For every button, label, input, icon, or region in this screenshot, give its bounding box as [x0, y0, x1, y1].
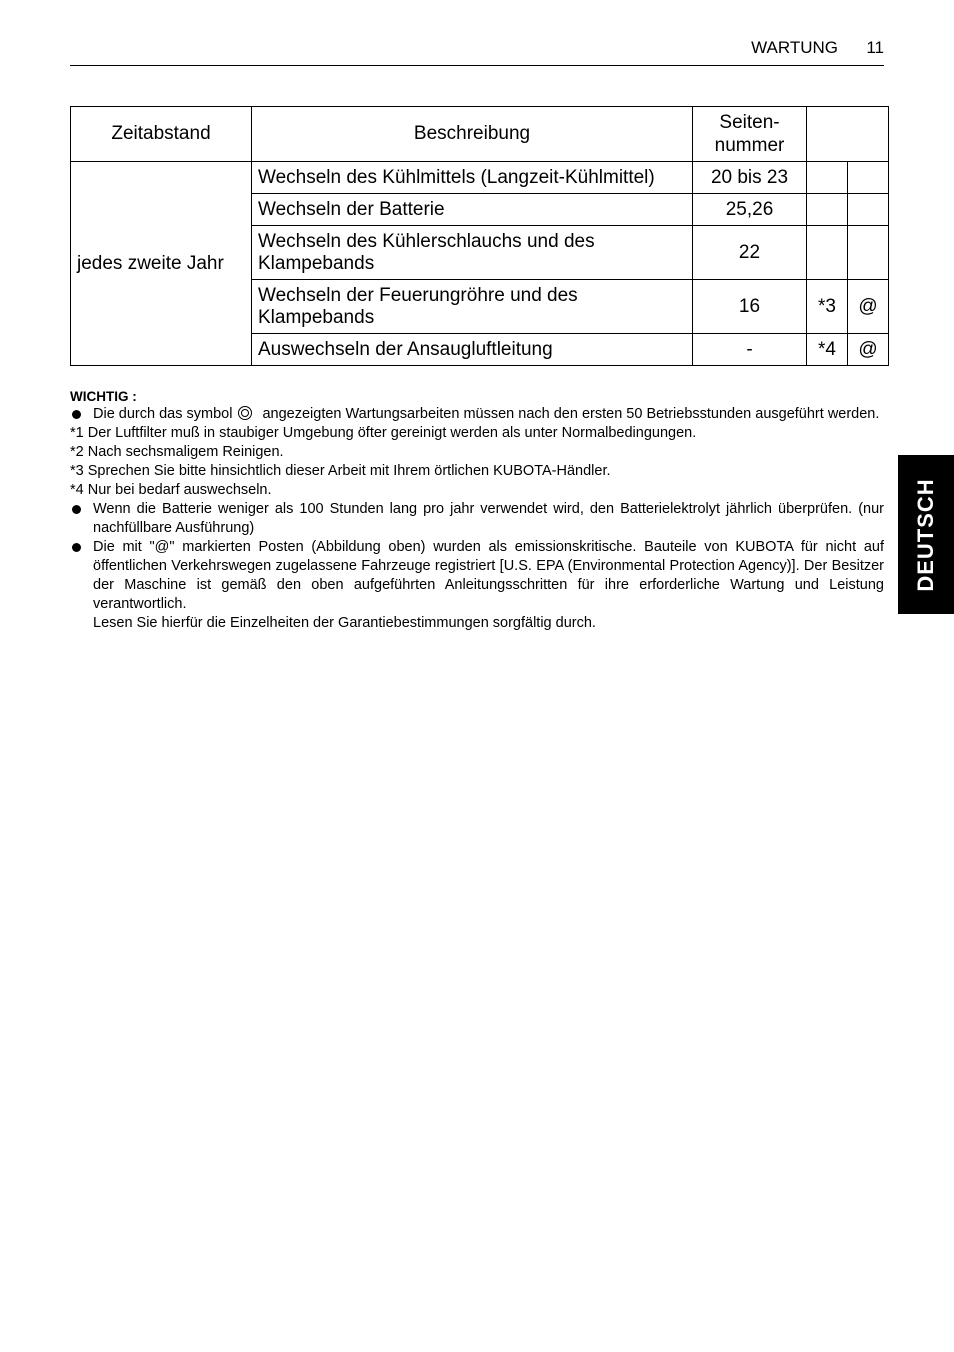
row-description: Wechseln der Feuerungröhre und des Klampebands — [252, 280, 693, 334]
row-description: Wechseln des Kühlerschlauchs und des Klampebands — [252, 226, 693, 280]
row-emission — [848, 162, 889, 194]
section-title: WARTUNG — [751, 38, 838, 57]
row-description: Auswechseln der Ansaugluftleitung — [252, 334, 693, 366]
important-heading: WICHTIG : — [70, 389, 137, 404]
bullet3-text: Die mit "@" markierten Posten (Abbildung oben) wurden als emissionskritische. Bauteile von KUBOTA für nicht auf öffentlichen Verkehrswegen zugelassene Fahrzeuge registriert [U.S. EPA (Environmental Protection Agency)]. Der Besitzer der Maschine ist gemäß den oben aufgeführten Anleitungsschritten für ihre erforderliche Wartung und Leistung verantwortlich. — [93, 539, 884, 612]
row-note: *4 — [807, 334, 848, 366]
header-blank — [807, 107, 889, 162]
language-side-tab — [898, 455, 954, 614]
footnote-2: *2 Nach sechsmaligem Reinigen. — [70, 444, 284, 460]
notes-section — [70, 389, 884, 633]
page-number: 11 — [866, 38, 884, 57]
bullet-note — [70, 538, 884, 633]
row-page: 16 — [693, 280, 807, 334]
bullet-note — [70, 405, 884, 424]
header-page — [693, 107, 807, 162]
row-page: 25,26 — [693, 194, 807, 226]
maintenance-symbol-icon — [238, 406, 252, 420]
row-page: 20 bis 23 — [693, 162, 807, 194]
header-page-line1: Seiten- — [719, 112, 780, 133]
bullet3-extra-text: Lesen Sie hierfür die Einzelheiten der Garantiebestimmungen sorgfältig durch. — [93, 615, 596, 631]
row-emission — [848, 194, 889, 226]
table-header-row — [71, 107, 889, 162]
row-description: Wechseln des Kühlmittels (Langzeit-Kühlmittel) — [252, 162, 693, 194]
row-emission: @ — [848, 280, 889, 334]
language-label: DEUTSCH — [913, 477, 938, 592]
row-note — [807, 226, 848, 280]
header-description: Beschreibung — [252, 107, 693, 162]
header-interval: Zeitabstand — [71, 107, 252, 162]
bullet1-text-start: Die durch das symbol — [93, 406, 233, 422]
table-row — [71, 162, 889, 194]
page-header — [70, 30, 884, 66]
row-page: - — [693, 334, 807, 366]
row-note — [807, 162, 848, 194]
bullet1-text-end: angezeigten Wartungsarbeiten müssen nach den ersten 50 Betriebsstunden ausgeführt werden. — [262, 406, 880, 422]
header-page-line2: nummer — [714, 135, 785, 156]
bullet2-text: Wenn die Batterie weniger als 100 Stunden lang pro jahr verwendet wird, den Batterielektrolyt jährlich überprüfen. (nur nachfüllbare Ausführung) — [93, 501, 884, 536]
row-description: Wechseln der Batterie — [252, 194, 693, 226]
footnote-3: *3 Sprechen Sie bitte hinsichtlich dieser Arbeit mit Ihrem örtlichen KUBOTA-Händler. — [70, 463, 611, 479]
bullet-icon — [72, 505, 81, 514]
row-note: *3 — [807, 280, 848, 334]
row-emission: @ — [848, 334, 889, 366]
row-note — [807, 194, 848, 226]
interval-cell: jedes zweite Jahr — [71, 162, 252, 366]
footnote-4: *4 Nur bei bedarf auswechseln. — [70, 482, 272, 498]
bullet-icon — [72, 543, 81, 552]
bullet-icon — [72, 410, 81, 419]
bullet-note — [70, 500, 884, 538]
row-emission — [848, 226, 889, 280]
maintenance-table — [70, 106, 889, 366]
footnote-1: *1 Der Luftfilter muß in staubiger Umgebung öfter gereinigt werden als unter Normalbedingungen. — [70, 425, 697, 441]
row-page: 22 — [693, 226, 807, 280]
